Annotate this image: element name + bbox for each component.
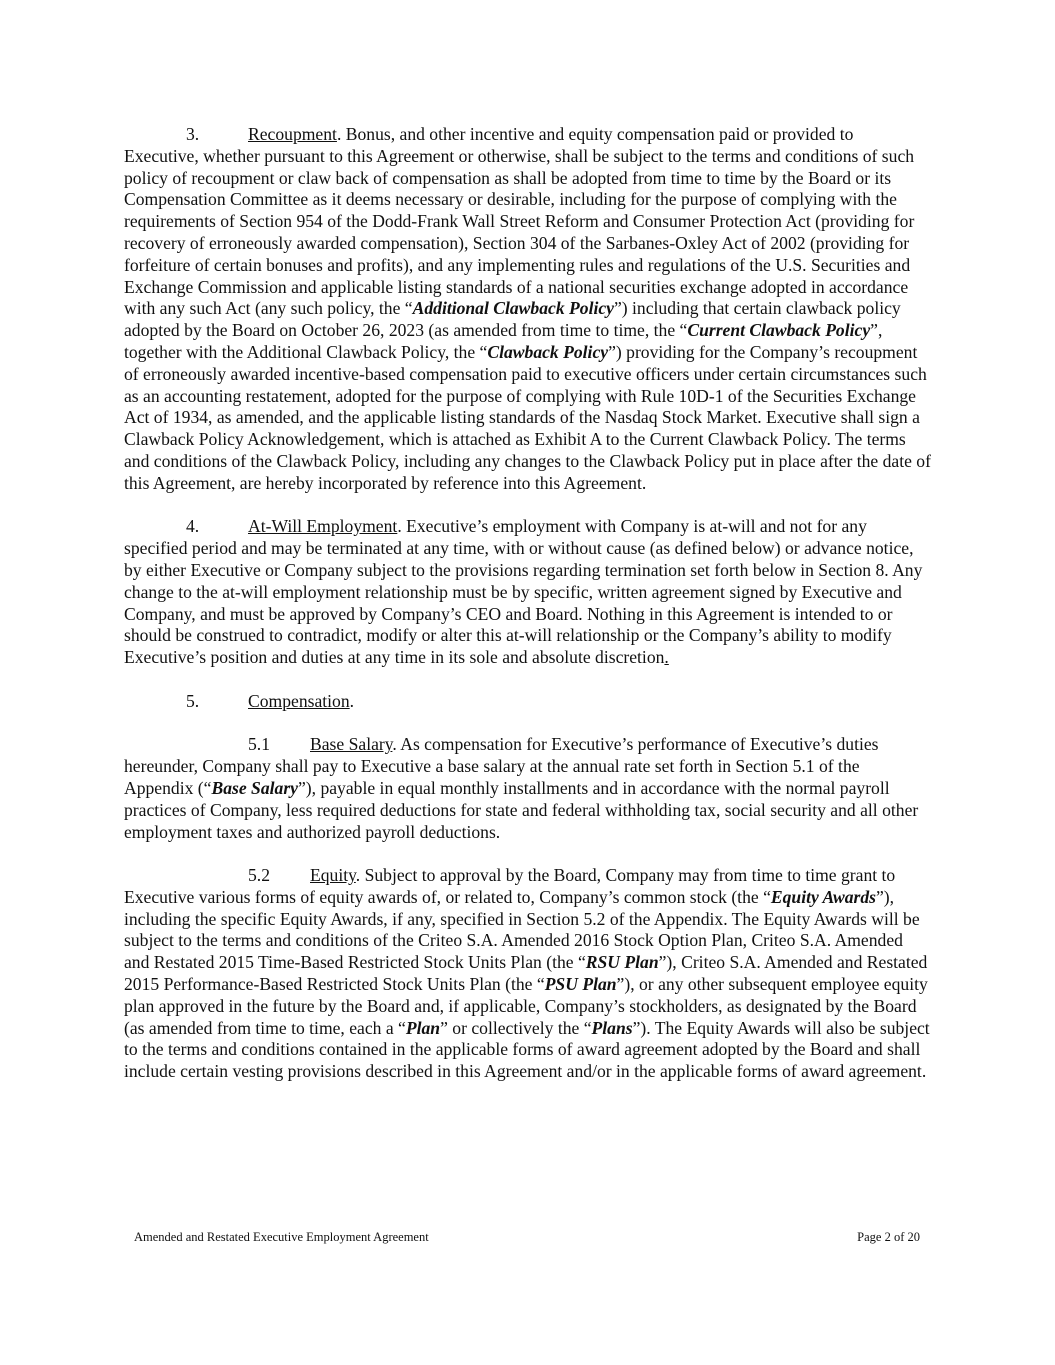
- footer-document-title: Amended and Restated Executive Employment Agreement: [134, 1230, 429, 1244]
- defined-term: Equity Awards: [770, 886, 876, 907]
- section-heading: Base Salary: [310, 734, 393, 755]
- section-4-at-will-employment: 4. At-Will Employment. Executive’s employment with Company is at-will and not for any specified period and may be terminated at any time, with or without cause (as defined below) or advance notice, by either Executive or Company subject to the provisions regarding termination set forth below in Section 8. Any change to the at-will employment relationship must be by specific, written agreement signed by Executive and Company, and must be approved by Company’s CEO and Board. Nothing in this Agreement is intended to or should be construed to contradict, modify or alter this at-will relationship or the Company’s ability to modify Executive’s position and duties at any time in its sole and absolute discretion.: [124, 516, 923, 668]
- defined-term: Additional Clawback Policy: [412, 298, 614, 319]
- section-number: 4.: [186, 516, 200, 537]
- defined-term: Plan: [405, 1017, 441, 1038]
- section-heading: Compensation: [248, 690, 350, 711]
- section-5-1-base-salary: 5.1 Base Salary. As compensation for Executive’s performance of Executive’s duties hereunder, Company shall pay to Executive a base salary at the annual rate set forth in Section 5.1 of the Appendix (“Base Salary”), payable in equal monthly installments and in accordance with the normal payroll practices of Company, less required deductions for state and federal withholding tax, social security and all other employment taxes and authorized payroll deductions.: [124, 734, 919, 842]
- section-heading: Recoupment: [248, 124, 337, 144]
- document-body: [124, 124, 932, 1105]
- section-5-compensation: 5. Compensation.: [186, 690, 355, 711]
- section-number: 5.: [186, 690, 200, 711]
- section-number: 5.2: [248, 865, 270, 886]
- defined-term: Base Salary: [211, 777, 298, 798]
- section-3-recoupment: 3. Recoupment. Bonus, and other incentive and equity compensation paid or provided to Executive, whether pursuant to this Agreement or otherwise, shall be subject to the terms and conditions of such policy of recoupment or claw back of compensation as shall be adopted from time to time by the Board or its Compensation Committee as it deems necessary or desirable, including for the purpose of complying with the requirements of Section 954 of the Dodd-Frank Wall Street Reform and Consumer Protection Act (providing for recovery of erroneously awarded compensation), Section 304 of the Sarbanes-Oxley Act of 2002 (providing for forfeiture of certain bonuses and profits), and any implementing rules and regulations of the U.S. Securities and Exchange Commission and applicable listing standards of a national securities exchange adopted in accordance with any such Act (any such policy, the “Additional Clawback Policy”) including that certain clawback policy adopted by the Board on October 26, 2023 (as amended from time to time, the “Current Clawback Policy”, together with the Additional Clawback Policy, the “Clawback Policy”) providing for the Company’s recoupment of erroneously awarded incentive-based compensation paid to executive officers under certain circumstances such as an accounting restatement, adopted for the purpose of complying with Rule 10D-1 of the Securities Exchange Act of 1934, as amended, and the applicable listing standards of the Nasdaq Stock Market. Executive shall sign a Clawback Policy Acknowledgement, which is attached as Exhibit A to the Current Clawback Policy. The terms and conditions of the Clawback Policy, including any changes to the Clawback Policy put in place after the date of this Agreement, are hereby incorporated by reference into this Agreement.: [124, 124, 931, 493]
- defined-term: Current Clawback Policy: [687, 320, 871, 341]
- section-number: 5.1: [248, 734, 270, 755]
- defined-term: RSU Plan: [585, 952, 659, 973]
- defined-term: PSU Plan: [544, 974, 617, 995]
- page-footer: [134, 1230, 920, 1245]
- section-heading: At-Will Employment: [248, 516, 398, 537]
- footer-page-number: Page 2 of 20: [857, 1230, 920, 1244]
- defined-term: Plans: [591, 1017, 633, 1038]
- section-heading: Equity: [310, 865, 356, 886]
- section-5-2-equity: 5.2 Equity. Subject to approval by the Board, Company may from time to time grant to Executive various forms of equity awards of, or related to, Company’s common stock (the “Equity Awards”), including the specific Equity Awards, if any, specified in Section 5.2 of the Appendix. The Equity Awards will be subject to the terms and conditions of the Criteo S.A. Amended 2016 Stock Option Plan, Criteo S.A. Amended and Restated 2015 Time-Based Restricted Stock Units Plan (the “RSU Plan”), Criteo S.A. Amended and Restated 2015 Performance-Based Restricted Stock Units Plan (the “PSU Plan”), or any other subsequent employee equity plan approved in the future by the Board and, if applicable, Company’s stockholders, as designated by the Board (as amended from time to time, each a “Plan” or collectively the “Plans”). The Equity Awards will also be subject to the terms and conditions contained in the applicable forms of award agreement adopted by the Board and shall include certain vesting provisions described in this Agreement and/or in the applicable forms of award agreement.: [124, 865, 930, 1082]
- defined-term: Clawback Policy: [487, 341, 609, 362]
- section-number: 3.: [186, 124, 200, 144]
